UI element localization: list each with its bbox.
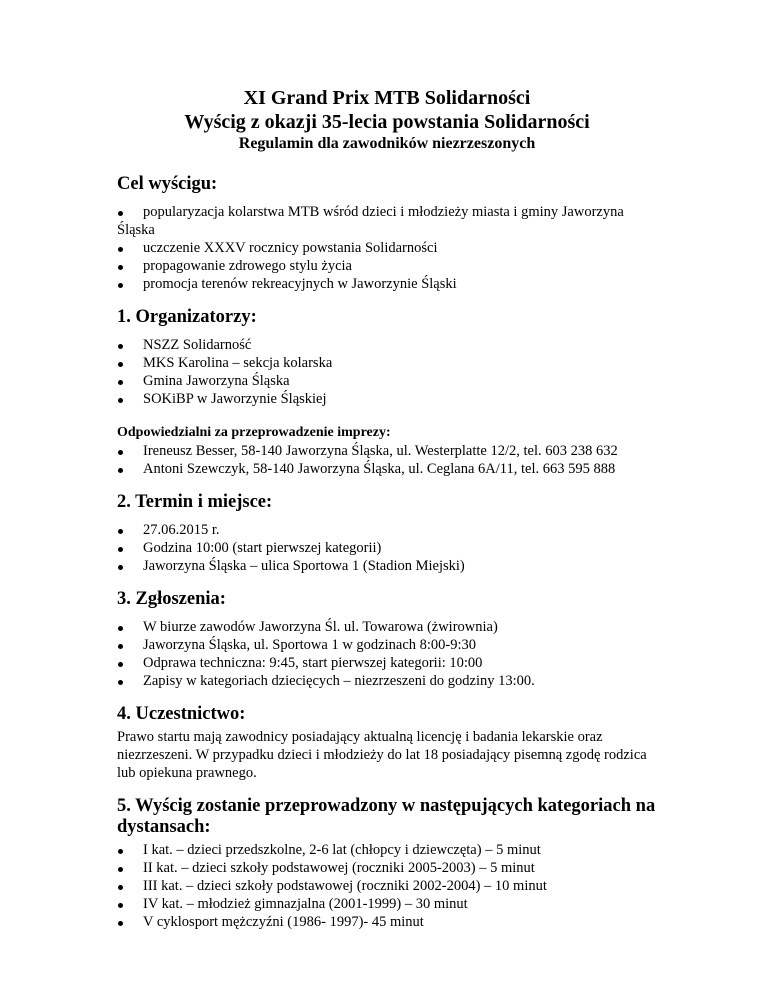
list-item: I kat. – dzieci przedszkolne, 2-6 lat (chłopcy i dziewczęta) – 5 minut — [117, 841, 657, 859]
list-item: II kat. – dzieci szkoły podstawowej (roczniki 2005-2003) – 5 minut — [117, 859, 657, 877]
list-item: V cyklosport mężczyźni (1986- 1997)- 45 minut — [117, 913, 657, 931]
section-heading-zgloszenia: 3. Zgłoszenia: — [117, 589, 226, 609]
list-item: III kat. – dzieci szkoły podstawowej (roczniki 2002-2004) – 10 minut — [117, 877, 657, 895]
list-item: propagowanie zdrowego stylu życia — [117, 257, 657, 275]
responsible-list — [117, 442, 657, 478]
title-block — [117, 86, 657, 154]
list-item: NSZZ Solidarność — [117, 336, 657, 354]
list-item: popularyzacja kolarstwa MTB wśród dzieci i młodzieży miasta i gminy Jaworzyna Śląska — [117, 203, 657, 239]
regulation-title: Regulamin dla zawodników niezrzeszonych — [238, 135, 536, 152]
list-item: Odprawa techniczna: 9:45, start pierwszej kategorii: 10:00 — [117, 654, 657, 672]
list-item: SOKiBP w Jaworzynie Śląskiej — [117, 390, 657, 408]
list-item: MKS Karolina – sekcja kolarska — [117, 354, 657, 372]
list-item: Godzina 10:00 (start pierwszej kategorii) — [117, 539, 657, 557]
document-content — [117, 86, 657, 931]
responsible-heading: Odpowiedzialni za przeprowadzenie imprezy: — [117, 425, 391, 440]
main-title: XI Grand Prix MTB Solidarności — [243, 87, 531, 109]
list-item: promocja terenów rekreacyjnych w Jaworzynie Śląski — [117, 275, 657, 293]
list-item: Jaworzyna Śląska – ulica Sportowa 1 (Stadion Miejski) — [117, 557, 657, 575]
organizatorzy-list — [117, 336, 657, 408]
section-heading-termin: 2. Termin i miejsce: — [117, 492, 273, 512]
sub-title: Wyścig z okazji 35-lecia powstania Solidarności — [184, 111, 590, 133]
list-item: Zapisy w kategoriach dziecięcych – niezrzeszeni do godziny 13:00. — [117, 672, 657, 690]
zgloszenia-list — [117, 618, 657, 690]
list-item: W biurze zawodów Jaworzyna Śl. ul. Towarowa (żwirownia) — [117, 618, 657, 636]
list-item: IV kat. – młodzież gimnazjalna (2001-1999) – 30 minut — [117, 895, 657, 913]
section-heading-uczestnictwo: 4. Uczestnictwo: — [117, 704, 246, 724]
section-heading-cel: Cel wyścigu: — [117, 174, 218, 194]
list-item: Antoni Szewczyk, 58-140 Jaworzyna Śląska, ul. Ceglana 6A/11, tel. 663 595 888 — [117, 460, 657, 478]
list-item: 27.06.2015 r. — [117, 521, 657, 539]
list-item: uczczenie XXXV rocznicy powstania Solidarności — [117, 239, 657, 257]
kategorie-list — [117, 841, 657, 931]
termin-list — [117, 521, 657, 575]
cel-list — [117, 203, 657, 293]
section-heading-kategorie: 5. Wyścig zostanie przeprowadzony w następujących kategoriach na dystansach: — [117, 796, 656, 837]
list-item: Jaworzyna Śląska, ul. Sportowa 1 w godzinach 8:00-9:30 — [117, 636, 657, 654]
section-heading-organizatorzy: 1. Organizatorzy: — [117, 307, 257, 327]
list-item: Gmina Jaworzyna Śląska — [117, 372, 657, 390]
uczestnictwo-text: Prawo startu mają zawodnicy posiadający aktualną licencję i badania lekarskie oraz niezrzeszeni. W przypadku dzieci i młodzieży do lat 18 posiadający pisemną zgodę rodzica lub opiekuna prawnego. — [117, 729, 647, 781]
list-item: Ireneusz Besser, 58-140 Jaworzyna Śląska, ul. Westerplatte 12/2, tel. 603 238 632 — [117, 442, 657, 460]
